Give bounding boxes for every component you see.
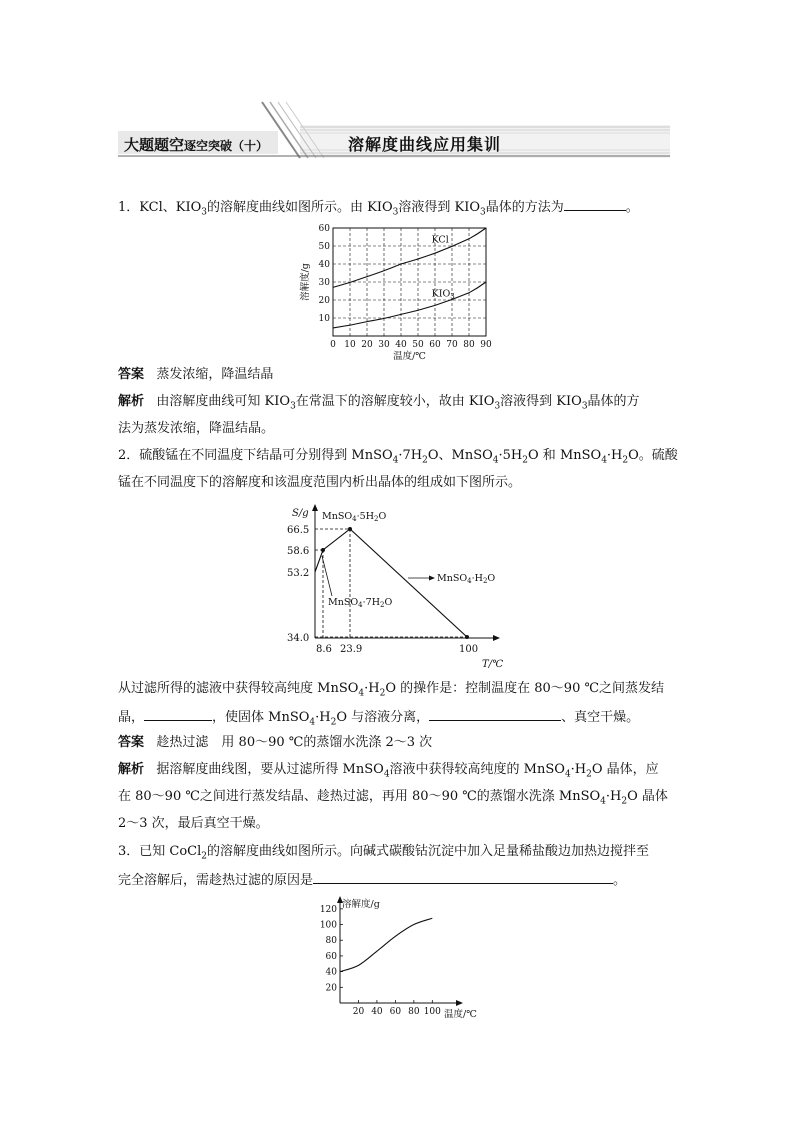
x-axis-arrow [456, 1000, 463, 1006]
series-label-kcl: KCl [431, 234, 449, 246]
y-tick-label: 40 [325, 967, 337, 978]
sub: 2 [522, 455, 529, 466]
q1-text-4: 晶体的方法为 [485, 200, 564, 215]
q2-l1a: 硫酸锰在不同温度下结晶可分别得到 MnSO [139, 448, 393, 463]
label-7h2o: $MnSO_4\cdot 7H_2O$ [328, 597, 393, 609]
sub: 3 [290, 401, 296, 412]
chart-kcl-kio3 [296, 220, 496, 360]
q2-l1f: ·H [606, 448, 623, 463]
y-axis-label: 溶解度/g [300, 263, 311, 301]
q1-an-c: 溶液得到 KIO [500, 394, 582, 409]
q1-answer-blank[interactable] [564, 197, 626, 211]
y-tick-label: 30 [318, 278, 330, 288]
sub: 2 [622, 455, 629, 466]
x-tick-label: 40 [395, 340, 407, 350]
q2-an1d: O 晶体，应 [591, 762, 659, 777]
x-tick-label: 100 [423, 1007, 441, 1017]
sub: 4 [392, 455, 399, 466]
y-tick-label: 40 [318, 260, 330, 270]
q3-l1b: 的溶解度曲线如图所示。向碱式碳酸钴沉淀中加入足量稀盐酸边加热边搅拌至 [207, 844, 650, 859]
chart-cocl2 [312, 895, 492, 1025]
q2-analysis-line3: 2～3 次，最后真空干燥。 [118, 816, 269, 831]
sub: 2 [379, 688, 386, 699]
y-axis-label: 溶解度/g [342, 899, 380, 910]
sub: 4 [492, 455, 499, 466]
x-axis-label: T/℃ [482, 659, 504, 670]
sub: 4 [309, 717, 316, 728]
x-axis-arrow [493, 635, 500, 641]
sub: 2 [621, 796, 628, 807]
q2-l1e: O 和 MnSO [528, 448, 602, 463]
q2-question-line1 [118, 680, 664, 698]
curve-kio3 [333, 282, 486, 328]
y-tick-label: 100 [319, 920, 337, 931]
q2-blank-1[interactable] [144, 707, 212, 721]
q3-l2a: 完全溶解后，需趁热过滤的原因是 [118, 873, 314, 888]
sub: 2 [330, 717, 337, 728]
q1-answer [118, 366, 273, 384]
header-topic: 溶解度曲线应用集训 [348, 135, 502, 154]
sub: 4 [564, 769, 571, 780]
tick-66.5: 66.5 [287, 525, 310, 536]
q2-answer [118, 734, 432, 752]
q2-an2c: O 晶体 [627, 789, 668, 804]
y-tick-label: 120 [319, 904, 337, 915]
q2-q2a: 晶， [118, 710, 145, 725]
sub: 3 [494, 401, 501, 412]
sub: 4 [601, 455, 607, 466]
q2-an2a: 在 80～90 ℃之间进行蒸发结晶、趁热过滤，再用 80～90 ℃的蒸馏水洗涤 MnSO [118, 789, 601, 804]
q3-number: 3． [118, 844, 140, 859]
q2-q1a: 从过滤所得的滤液中获得较高纯度 MnSO [118, 681, 359, 696]
q2-q1b: ·H [364, 681, 380, 696]
curve-kcl [333, 228, 486, 287]
header-badge-sub: 逐空突破（十） [184, 139, 269, 153]
q2-q1c: O 的操作是：控制温度在 80～90 ℃之间蒸发结 [385, 681, 665, 696]
x-tick-label: 10 [344, 340, 356, 350]
q2-l1b: ·7H [398, 448, 423, 463]
q2-analysis-line1 [118, 761, 659, 779]
q1-an-a: 由溶解度曲线可知 KIO [156, 394, 291, 409]
x-tick-label: 20 [361, 340, 373, 350]
y-tick-label: 10 [318, 314, 330, 324]
y-tick-label: 50 [318, 242, 330, 252]
x-tick-label: 60 [389, 1007, 402, 1017]
sub: 4 [358, 688, 365, 699]
q2-an1a: 据溶解度曲线图，要从过滤所得 MnSO [156, 762, 384, 777]
q2-number: 2． [118, 448, 140, 463]
q2-stem-line1 [118, 447, 678, 465]
sub: 3 [581, 401, 588, 412]
analysis-label: 解析 [118, 762, 145, 777]
x-tick-label: 40 [371, 1007, 383, 1017]
y-tick-label: 20 [325, 983, 337, 994]
tick-58.6: 58.6 [287, 546, 310, 557]
q2-q2e: 、真空干燥。 [561, 710, 640, 725]
sub: 3 [392, 207, 399, 218]
sub: 3 [201, 207, 207, 218]
pointer-7h2o [322, 556, 332, 596]
answer-label: 答案 [118, 735, 145, 750]
q2-analysis-line2 [118, 788, 668, 806]
y-tick-label: 60 [318, 224, 330, 234]
q3-l1a: 已知 CoCl [139, 844, 202, 859]
label-h2o: $MnSO_4\cdot H_2O$ [437, 573, 496, 585]
sub: 3 [480, 207, 486, 218]
pointer-h2o-arrow [429, 576, 435, 581]
tick-23.9: 23.9 [340, 644, 363, 655]
q2-q2d: O 与溶液分离， [336, 710, 430, 725]
x-axis-label: 温度/℃ [444, 1009, 477, 1020]
q1-text-2: 的溶解度曲线如图所示。由 KIO [207, 200, 393, 215]
series-label-kio3: $KIO_3$ [431, 288, 455, 301]
tick-8.6: 8.6 [316, 644, 332, 655]
x-tick-label: 0 [330, 340, 336, 350]
tick-34.0: 34.0 [287, 633, 310, 644]
q1-stem [118, 197, 639, 217]
q3-l2b: 。 [613, 873, 627, 888]
q1-text-1: KCl、KIO [139, 200, 202, 215]
q3-stem-line2 [118, 870, 626, 890]
x-tick-label: 70 [446, 340, 458, 350]
x-tick-label: 20 [352, 1007, 365, 1017]
q1-analysis-line1 [118, 393, 640, 411]
x-tick-label: 80 [408, 1007, 420, 1017]
tick-100: 100 [459, 644, 479, 655]
sub: 4 [600, 796, 606, 807]
q2-question-line2 [118, 707, 639, 727]
answer-label: 答案 [118, 367, 145, 382]
sub: 2 [586, 769, 592, 780]
y-tick-label: 60 [325, 951, 337, 962]
q3-stem-line1 [118, 843, 649, 861]
q1-answer-text: 蒸发浓缩，降温结晶 [156, 367, 274, 382]
q1-analysis-line2: 法为蒸发浓缩，降温结晶。 [118, 421, 275, 436]
q2-l1c: O、MnSO [427, 448, 493, 463]
y-axis-label: S/g [292, 508, 309, 519]
q3-answer-blank[interactable] [313, 870, 613, 884]
q2-l1g: O。硫酸 [628, 448, 678, 463]
x-tick-label: 80 [463, 340, 475, 350]
q2-an2b: ·H [605, 789, 622, 804]
x-tick-label: 30 [378, 340, 390, 350]
q1-text-3: 溶液得到 KIO [398, 200, 481, 215]
q1-an-d: 晶体的方 [587, 394, 640, 409]
header-badge [124, 134, 268, 155]
q2-l1d: ·5H [498, 448, 523, 463]
q2-blank-2[interactable] [429, 707, 561, 721]
sub: 2 [422, 455, 428, 466]
sub: 2 [201, 851, 208, 862]
q2-stem-line2: 锰在不同温度下的溶解度和该温度范围内析出晶体的组成如下图所示。 [118, 475, 522, 490]
sub: 4 [383, 769, 390, 780]
q2-answer-text: 趁热过滤 用 80～90 ℃的蒸馏水洗涤 2～3 次 [156, 735, 433, 750]
x-tick-label: 90 [480, 340, 492, 350]
header-badge-main: 大题题空 [124, 136, 185, 154]
x-tick-label: 60 [429, 340, 441, 350]
q1-text-end: 。 [625, 200, 639, 215]
q2-q2b: ，使固体 MnSO [212, 710, 310, 725]
q2-an1c: ·H [570, 762, 587, 777]
q2-an1b: 溶液中获得较高纯度的 MnSO [389, 762, 565, 777]
tick-53.2: 53.2 [287, 568, 310, 579]
y-tick-label: 20 [318, 296, 330, 306]
y-axis-arrow [312, 504, 318, 511]
q2-q2c: ·H [315, 710, 331, 725]
x-axis-label: 温度/℃ [393, 351, 426, 360]
q1-an-b: 在常温下的溶解度较小，故由 KIO [295, 394, 495, 409]
q1-number: 1． [118, 200, 140, 215]
label-5h2o: $MnSO_4\cdot 5H_2O$ [322, 511, 387, 523]
analysis-label: 解析 [118, 394, 145, 409]
curve-cocl2 [340, 918, 432, 971]
y-tick-label: 80 [325, 936, 337, 947]
chart-mnso4 [282, 502, 522, 674]
x-tick-label: 50 [412, 340, 424, 350]
